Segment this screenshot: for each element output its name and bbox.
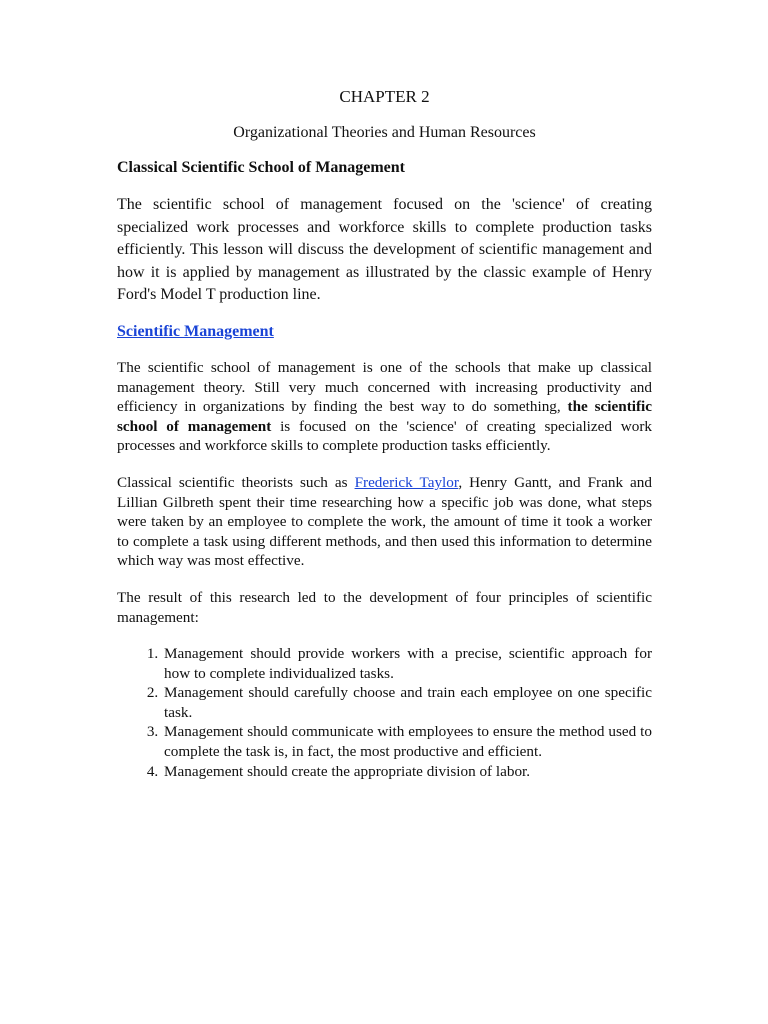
frederick-taylor-link[interactable]: Frederick Taylor bbox=[354, 473, 459, 491]
scientific-management-heading bbox=[117, 320, 652, 344]
paragraph-theorists bbox=[117, 473, 652, 571]
paragraph-text: is focused on the 'science' of creating specialized work processes and workforce skills to complete production tasks efficiently. bbox=[117, 417, 652, 455]
paragraph-text: The scientific school of management is one of the schools that make up classical management theory. Still very much concerned with increasing productivity and efficiency in organizations by finding the best way to do something, bbox=[117, 358, 652, 416]
list-item: 4. Management should create the appropriate division of labor. bbox=[162, 762, 652, 782]
list-item: 1. Management should provide workers with a precise, scientific approach for how to complete individualized tasks. bbox=[162, 644, 652, 683]
section-heading: Classical Scientific School of Management bbox=[117, 159, 405, 176]
list-item: 2. Management should carefully choose and train each employee on one specific task. bbox=[162, 683, 652, 722]
intro-paragraph: The scientific school of management focused on the 'science' of creating specialized work processes and workforce skills to complete production tasks efficiently. This lesson will discuss the development of scientific management and how it is applied by management as illustrated by the classic example of Henry Ford's Model T production line. bbox=[117, 196, 652, 304]
paragraph-text: , Henry Gantt, and Frank and Lillian Gilbreth spent their time researching how a specific job was done, what steps were taken by an employee to complete the work, the amount of time it took a worker to complete a task using different methods, and then used this information to determine which way was most effective. bbox=[117, 473, 652, 570]
scientific-management-link[interactable]: Scientific Management bbox=[117, 322, 274, 340]
list-item: 3. Management should communicate with employees to ensure the method used to complete the task is, in fact, the most productive and efficient. bbox=[162, 722, 652, 761]
paragraph-scientific-school bbox=[117, 358, 652, 456]
chapter-title: CHAPTER 2 bbox=[339, 87, 430, 106]
document-page bbox=[117, 84, 652, 781]
chapter-subtitle: Organizational Theories and Human Resources bbox=[233, 124, 536, 141]
bold-phrase: the scientific school of management bbox=[117, 398, 652, 435]
paragraph-text: Classical scientific theorists such as bbox=[117, 473, 355, 491]
paragraph-result: The result of this research led to the development of four principles of scientific management: bbox=[117, 588, 652, 626]
principles-list bbox=[117, 644, 652, 781]
